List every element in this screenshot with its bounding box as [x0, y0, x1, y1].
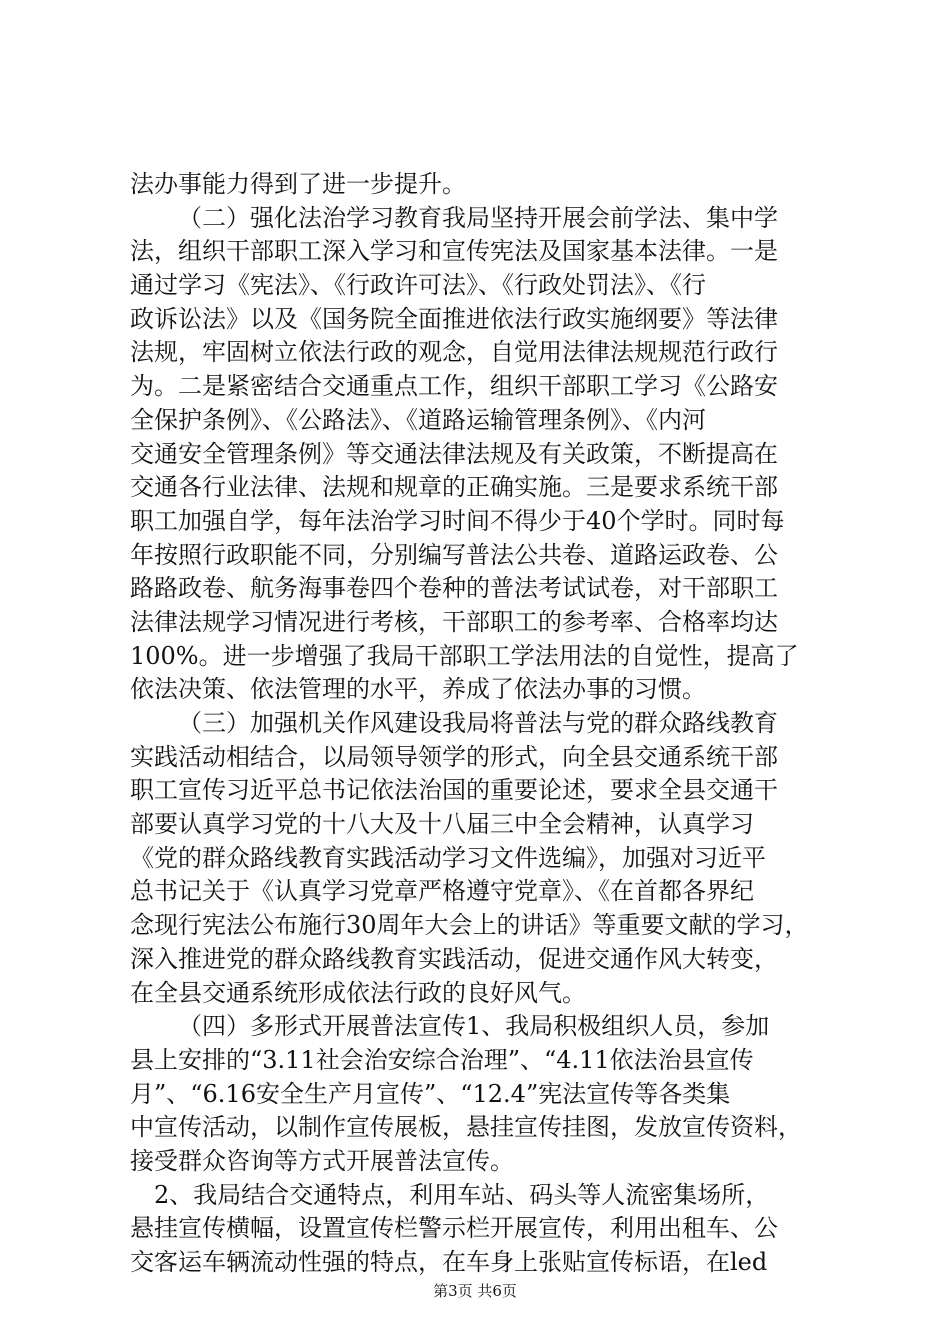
text-line: 通过学习《宪法》、《行政许可法》、《行政处罚法》、《行 [130, 271, 706, 300]
text-line: 在全县交通系统形成依法行政的良好风气。 [130, 978, 586, 1007]
text-line: 法规，牢固树立依法行政的观念，自觉用法律法规规范行政行 [130, 338, 778, 367]
text-line: 政诉讼法》以及《国务院全面推进依法行政实施纲要》等法律 [130, 304, 778, 333]
text-line: 部要认真学习党的十八大及十八届三中全会精神，认真学习 [130, 810, 754, 839]
text-line: 职工加强自学，每年法治学习时间不得少于40个学时。同时每 [130, 506, 785, 535]
text-line: 交通安全管理条例》等交通法律法规及有关政策，不断提高在 [130, 439, 778, 468]
document-body [130, 168, 830, 1280]
text-line: 悬挂宣传横幅，设置宣传栏警示栏开展宣传，利用出租车、公 [130, 1214, 778, 1243]
text-line: 全保护条例》、《公路法》、《道路运输管理条例》、《内河 [130, 405, 706, 434]
text-line: 100%。进一步增强了我局干部职工学法用法的自觉性，提高了 [130, 641, 799, 670]
text-line: 年按照行政职能不同，分别编写普法公共卷、道路运政卷、公 [130, 540, 778, 569]
text-line: 总书记关于《认真学习党章严格遵守党章》、《在首都各界纪 [130, 877, 754, 906]
text-line: 路路政卷、航务海事卷四个卷种的普法考试试卷，对干部职工 [130, 574, 778, 603]
paragraph-start-line: 2、我局结合交通特点，利用车站、码头等人流密集场所， [154, 1180, 770, 1209]
text-line: 实践活动相结合，以局领导领学的形式，向全县交通系统干部 [130, 742, 778, 771]
page-number-footer: 第3页 共6页 [433, 1282, 517, 1300]
text-line: 交客运车辆流动性强的特点，在车身上张贴宣传标语，在led [130, 1248, 768, 1276]
text-line: 县上安排的“3.11社会治安综合治理”、“4.11依法治县宣传 [130, 1045, 754, 1074]
text-line: 深入推进党的群众路线教育实践活动，促进交通作风大转变， [130, 944, 778, 973]
section-heading-line: （三）加强机关作风建设我局将普法与党的群众路线教育 [178, 709, 778, 737]
section-heading-line: （四）多形式开展普法宣传1、我局积极组织人员，参加 [178, 1012, 770, 1041]
text-line: 法律法规学习情况进行考核，干部职工的参考率、合格率均达 [130, 607, 778, 636]
text-line: 念现行宪法公布施行30周年大会上的讲话》等重要文献的学习， [130, 911, 809, 940]
text-line: 交通各行业法律、法规和规章的正确实施。三是要求系统干部 [130, 473, 778, 502]
section-heading-line: （二）强化法治学习教育我局坚持开展会前学法、集中学 [178, 203, 778, 232]
text-line: 《党的群众路线教育实践活动学习文件选编》，加强对习近平 [130, 843, 766, 872]
text-line: 为。二是紧密结合交通重点工作，组织干部职工学习《公路安 [130, 372, 778, 401]
text-line: 中宣传活动，以制作宣传展板，悬挂宣传挂图，发放宣传资料， [130, 1113, 802, 1142]
text-line: 职工宣传习近平总书记依法治国的重要论述，要求全县交通干 [130, 776, 778, 805]
text-line: 法，组织干部职工深入学习和宣传宪法及国家基本法律。一是 [130, 237, 778, 266]
text-line: 依法决策、依法管理的水平，养成了依法办事的习惯。 [130, 675, 706, 704]
text-line: 接受群众咨询等方式开展普法宣传。 [130, 1146, 514, 1175]
text-line: 月”、“6.16安全生产月宣传”、“12.4”宪法宣传等各类集 [130, 1079, 731, 1108]
text-line: 法办事能力得到了进一步提升。 [130, 170, 466, 198]
